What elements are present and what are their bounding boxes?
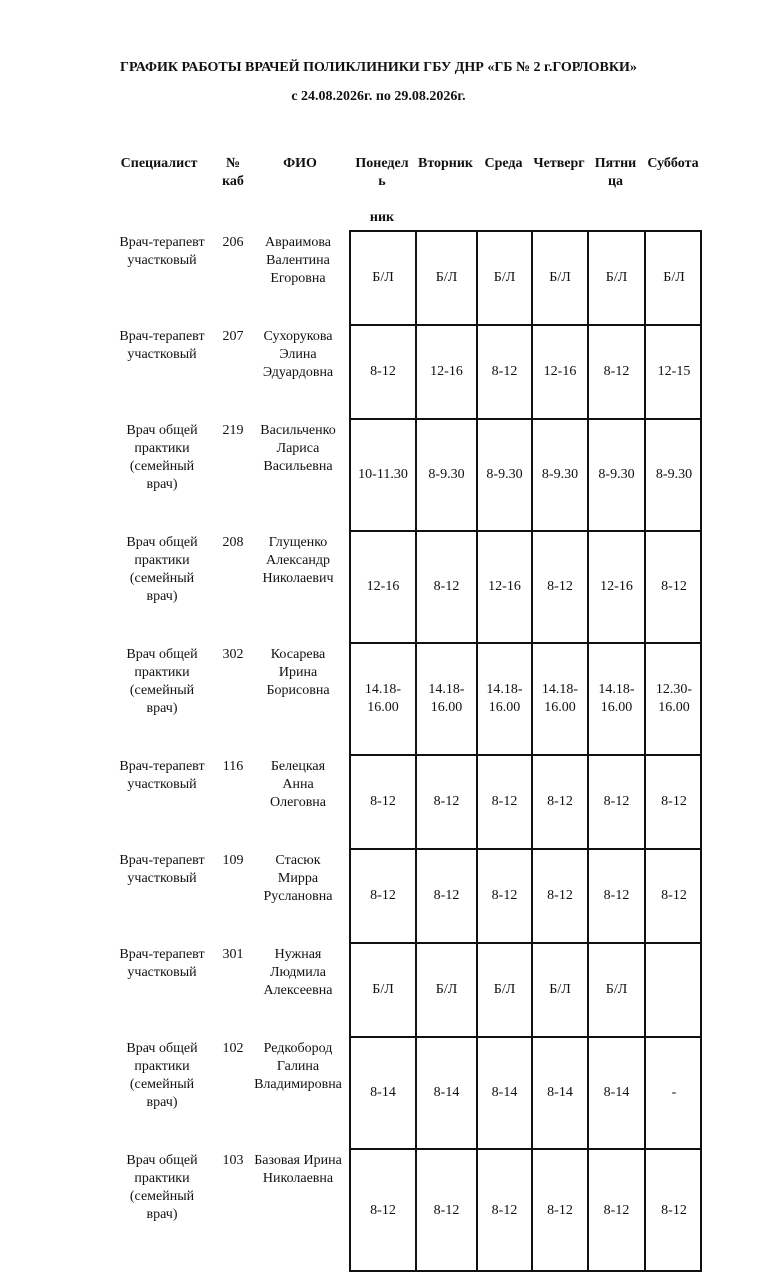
schedule-cell: 8-14: [531, 1036, 587, 1148]
schedule-cell: 8-12: [349, 324, 415, 418]
fio-cell: Нужная Людмила Алексеевна: [263, 947, 333, 998]
schedule-cell: 8-9.30: [531, 418, 587, 530]
schedule-grid: [349, 230, 702, 1272]
schedule-cell: 8-12: [476, 754, 531, 848]
schedule-cell: 8-12: [415, 848, 476, 942]
schedule-cell: 8-14: [415, 1036, 476, 1148]
schedule-cell: [644, 942, 702, 1036]
schedule-cell: Б/Л: [476, 942, 531, 1036]
schedule-cell: Б/Л: [476, 230, 531, 324]
schedule-cell: 8-12: [349, 848, 415, 942]
schedule-cell: 8-12: [644, 1148, 702, 1272]
specialist-cell: Врач-терапевт участковый: [119, 759, 205, 792]
schedule-cell: -: [644, 1036, 702, 1148]
schedule-cell: 8-12: [644, 754, 702, 848]
schedule-cell: 8-12: [644, 530, 702, 642]
schedule-cell: 8-12: [476, 1148, 531, 1272]
schedule-cell: 8-12: [415, 754, 476, 848]
header-saturday: Суббота: [647, 156, 699, 171]
header-friday: Пятни ца: [594, 156, 637, 189]
cabinet-cell: 103: [222, 1153, 244, 1168]
specialist-cell: Врач общей практики (семейный врач): [126, 1153, 198, 1222]
fio-cell: Косарева Ирина Борисовна: [266, 647, 330, 698]
schedule-cell: 8-9.30: [415, 418, 476, 530]
fio-cell: Белецкая Анна Олеговна: [269, 759, 327, 810]
cabinet-cell: 109: [222, 853, 244, 868]
schedule-cell: 8-12: [531, 530, 587, 642]
schedule-cell: 8-12: [587, 1148, 644, 1272]
specialist-cell: Врач-терапевт участковый: [119, 329, 205, 362]
schedule-cell: 8-12: [349, 1148, 415, 1272]
cabinet-cell: 208: [222, 535, 244, 550]
specialist-cell: Врач-терапевт участковый: [119, 947, 205, 980]
fio-cell: Базовая Ирина Николаевна: [254, 1153, 342, 1186]
fio-cell: Сухорукова Элина Эдуардовна: [262, 329, 334, 380]
schedule-cell: 8-12: [587, 848, 644, 942]
schedule-cell: Б/Л: [415, 230, 476, 324]
schedule-cell: 12-16: [415, 324, 476, 418]
schedule-cell: 8-12: [415, 530, 476, 642]
cabinet-cell: 302: [222, 647, 244, 662]
schedule-cell: 8-9.30: [587, 418, 644, 530]
schedule-cell: 8-12: [531, 848, 587, 942]
header-tuesday: Вторник: [417, 156, 473, 171]
header-cabinet: № каб: [222, 156, 244, 189]
schedule-cell: 8-12: [476, 324, 531, 418]
cabinet-cell: 116: [222, 759, 244, 774]
schedule-cell: Б/Л: [644, 230, 702, 324]
cabinet-cell: 206: [222, 235, 244, 250]
schedule-cell: 8-9.30: [476, 418, 531, 530]
schedule-cell: 8-12: [415, 1148, 476, 1272]
header-wednesday: Среда: [484, 156, 523, 171]
schedule-cell: 12-16: [476, 530, 531, 642]
schedule-cell: 10-11.30: [349, 418, 415, 530]
fio-cell: Васильченко Лариса Васильевна: [260, 423, 336, 474]
schedule-cell: 14.18- 16.00: [476, 642, 531, 754]
fio-cell: Редкобород Галина Владимировна: [254, 1041, 342, 1092]
specialist-cell: Врач общей практики (семейный врач): [126, 647, 198, 716]
schedule-cell: 12-16: [531, 324, 587, 418]
schedule-cell: 14.18- 16.00: [415, 642, 476, 754]
schedule-cell: Б/Л: [349, 942, 415, 1036]
schedule-cell: 12.30- 16.00: [644, 642, 702, 754]
schedule-cell: 12-16: [587, 530, 644, 642]
fio-cell: Авраимова Валентина Егоровна: [265, 235, 331, 286]
fio-cell: Стасюк Мирра Руслановна: [263, 853, 333, 904]
header-thursday: Четверг: [533, 156, 585, 171]
schedule-cell: 14.18- 16.00: [349, 642, 415, 754]
schedule-cell: Б/Л: [587, 942, 644, 1036]
schedule-cell: 8-12: [587, 324, 644, 418]
schedule-cell: 12-16: [349, 530, 415, 642]
document-period: с 24.08.2026г. по 29.08.2026г.: [291, 89, 466, 104]
specialist-cell: Врач общей практики (семейный врач): [126, 535, 198, 604]
specialist-cell: Врач общей практики (семейный врач): [126, 423, 198, 492]
schedule-cell: Б/Л: [349, 230, 415, 324]
schedule-cell: 14.18- 16.00: [587, 642, 644, 754]
header-fio: ФИО: [283, 156, 317, 171]
schedule-cell: 12-15: [644, 324, 702, 418]
cabinet-cell: 219: [222, 423, 244, 438]
specialist-cell: Врач общей практики (семейный врач): [126, 1041, 198, 1110]
document-title: ГРАФИК РАБОТЫ ВРАЧЕЙ ПОЛИКЛИНИКИ ГБУ ДНР «ГБ № 2 г.ГОРЛОВКИ»: [120, 60, 637, 75]
schedule-cell: 8-12: [349, 754, 415, 848]
schedule-cell: 8-12: [644, 848, 702, 942]
fio-cell: Глущенко Александр Николаевич: [262, 535, 334, 586]
schedule-cell: 8-12: [476, 848, 531, 942]
cabinet-cell: 207: [222, 329, 244, 344]
schedule-cell: 8-14: [587, 1036, 644, 1148]
specialist-cell: Врач-терапевт участковый: [119, 235, 205, 268]
schedule-cell: 8-14: [349, 1036, 415, 1148]
header-specialist: Специалист: [120, 156, 198, 171]
schedule-cell: 8-12: [587, 754, 644, 848]
schedule-cell: 8-12: [531, 754, 587, 848]
schedule-cell: 8-9.30: [644, 418, 702, 530]
schedule-cell: Б/Л: [587, 230, 644, 324]
schedule-cell: 8-12: [531, 1148, 587, 1272]
schedule-cell: 14.18- 16.00: [531, 642, 587, 754]
schedule-cell: Б/Л: [531, 942, 587, 1036]
schedule-cell: Б/Л: [531, 230, 587, 324]
cabinet-cell: 301: [222, 947, 244, 962]
specialist-cell: Врач-терапевт участковый: [119, 853, 205, 886]
schedule-cell: 8-14: [476, 1036, 531, 1148]
schedule-cell: Б/Л: [415, 942, 476, 1036]
header-monday: Понедел ь ник: [355, 156, 409, 225]
cabinet-cell: 102: [222, 1041, 244, 1056]
